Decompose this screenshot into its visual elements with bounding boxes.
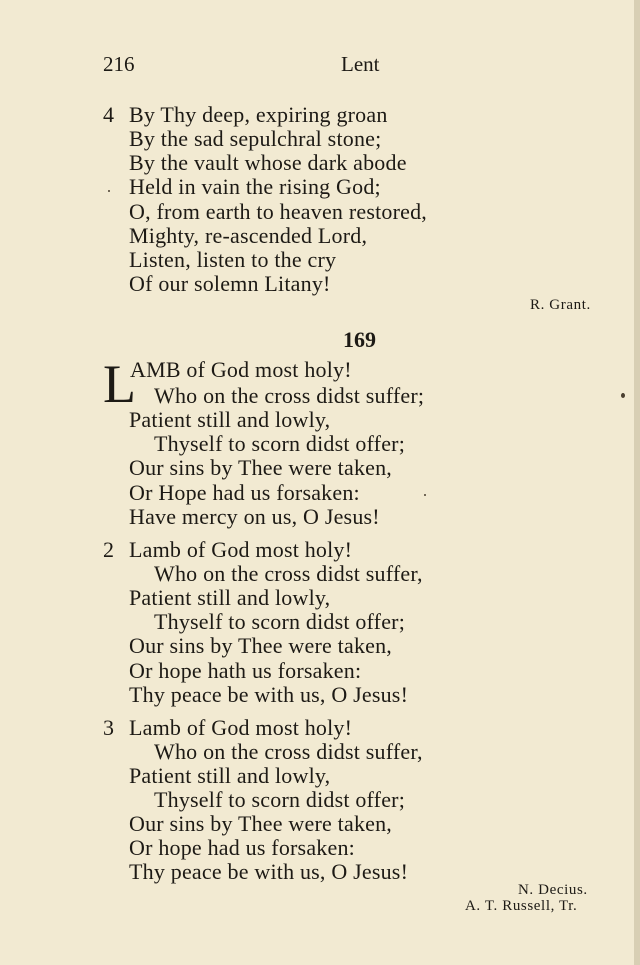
verse-line: Thy peace be with us, O Jesus! <box>129 682 409 707</box>
translator-attribution: A. T. Russell, Tr. <box>465 898 578 914</box>
author-attribution: R. Grant. <box>530 297 591 313</box>
verse-line: Thy peace be with us, O Jesus! <box>129 859 409 884</box>
page-number: 216 <box>103 52 135 76</box>
verse-line: Patient still and lowly, <box>129 407 331 432</box>
drop-cap: L <box>103 354 136 414</box>
verse-line: Or hope had us forsaken: <box>129 835 355 860</box>
verse-line: Who on the cross didst suffer, <box>154 739 423 764</box>
verse-line: By Thy deep, expiring groan <box>129 102 388 127</box>
verse-line: Our sins by Thee were taken, <box>129 633 393 658</box>
verse-line: Listen, listen to the cry <box>129 247 337 272</box>
print-speck <box>621 393 625 398</box>
verse-line: Who on the cross didst suffer, <box>154 561 423 586</box>
verse-line: Have mercy on us, O Jesus! <box>129 504 380 529</box>
author-attribution: N. Decius. <box>518 882 588 898</box>
verse-line: Held in vain the rising God; <box>129 174 381 199</box>
verse-line: Thyself to scorn didst offer; <box>154 609 406 634</box>
verse-line: By the vault whose dark abode <box>129 150 407 175</box>
page-edge <box>634 0 640 965</box>
hymn-number: 169 <box>343 327 376 352</box>
verse-line: O, from earth to heaven restored, <box>129 199 427 224</box>
verse-number: 3 <box>103 715 114 740</box>
page-header <box>0 52 640 82</box>
verse-line: Our sins by Thee were taken, <box>129 455 393 480</box>
verse-line: Of our solemn Litany! <box>129 271 331 296</box>
print-speck <box>108 190 110 192</box>
verse-line: Lamb of God most holy! <box>129 715 353 740</box>
verse-line: Lamb of God most holy! <box>129 537 353 562</box>
verse-line: Our sins by Thee were taken, <box>129 811 393 836</box>
verse-line: Mighty, re-ascended Lord, <box>129 223 368 248</box>
print-speck <box>424 494 426 496</box>
verse-number: 4 <box>103 102 114 127</box>
verse-line: Or hope hath us forsaken: <box>129 658 362 683</box>
verse-line: Patient still and lowly, <box>129 763 331 788</box>
verse-line: Patient still and lowly, <box>129 585 331 610</box>
section-title: Lent <box>341 52 380 76</box>
verse-line: AMB of God most holy! <box>130 357 352 382</box>
verse-line: Who on the cross didst suffer; <box>154 383 425 408</box>
verse-line: Thyself to scorn didst offer; <box>154 787 406 812</box>
verse-number: 2 <box>103 537 114 562</box>
verse-line: By the sad sepulchral stone; <box>129 126 382 151</box>
verse-line: Or Hope had us forsaken: <box>129 480 360 505</box>
verse-line: Thyself to scorn didst offer; <box>154 431 406 456</box>
